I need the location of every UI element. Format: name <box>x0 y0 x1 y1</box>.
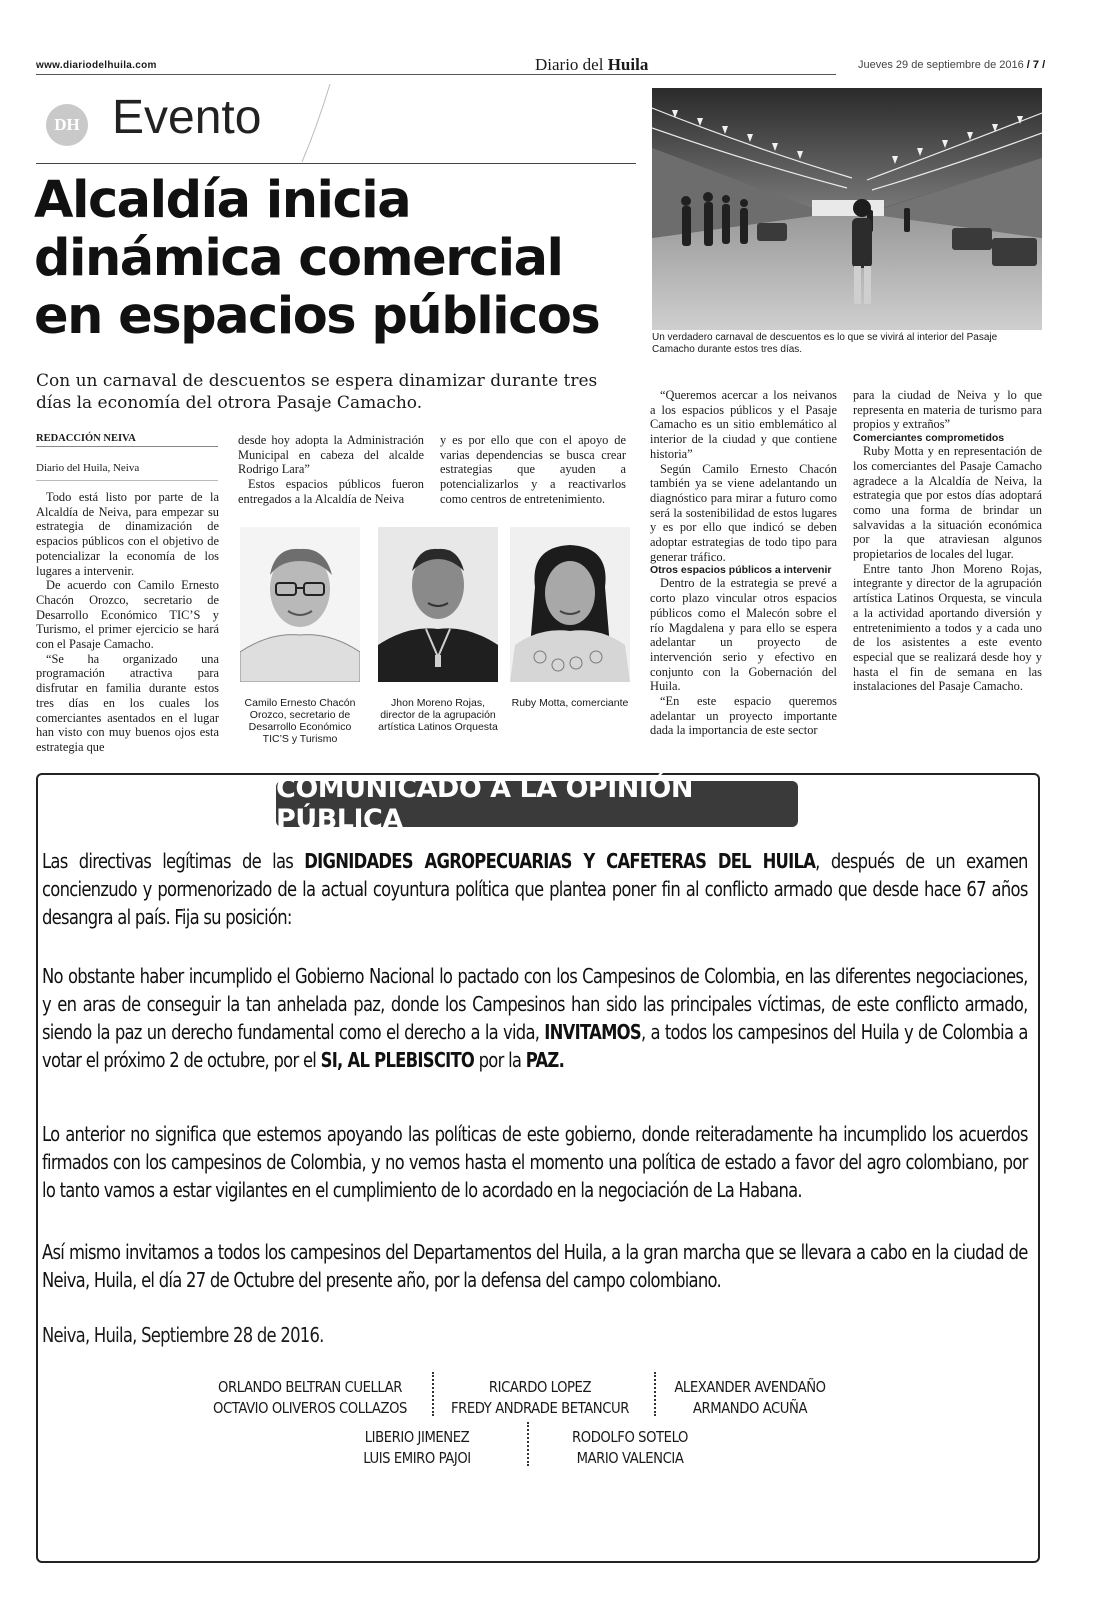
paragraph: “En este espacio queremos adelantar un proyecto importante dada la importancia de este sector <box>650 694 837 738</box>
signatory-name: FREDY ANDRADE BETANCUR <box>451 1399 629 1417</box>
paragraph: “Queremos acercar a los neivanos a los espacios públicos y el Pasaje Camacho es un sitio emblemático al interior de la ciudad y que contiene historia” <box>650 388 837 461</box>
article-deck: Con un carnaval de descuentos se espera dinamizar durante tres días la economía del otrora Pasaje Camacho. <box>36 371 598 413</box>
signatory-name: ALEXANDER AVENDAÑO <box>674 1378 826 1396</box>
text-span: , a todos los campesinos del Huila y de Colombia a votar el próximo 2 de octubre, por el <box>42 1020 1028 1072</box>
paragraph: desde hoy adopta la Administración Municipal en cabeza del alcalde Rodrigo Lara” <box>238 433 424 477</box>
paragraph: Todo está listo por parte de la Alcaldía de Neiva, para empezar su estrategia de dinamización de espacios públicos con el objetivo de potencializar la economía de los lugares a intervenir. <box>36 490 219 578</box>
bold-span: INVITAMOS <box>544 1020 641 1044</box>
section-title: Evento <box>112 91 262 144</box>
paragraph: para la ciudad de Neiva y lo que representa en materia de turismo para propios y extraños” <box>853 388 1042 432</box>
masthead <box>535 55 648 75</box>
signatory-group <box>658 1377 843 1419</box>
portrait-caption: Jhon Moreno Rojas, director de la agrupación artística Latinos Orquesta <box>378 697 498 733</box>
column-3 <box>440 433 626 507</box>
paragraph: De acuerdo con Camilo Ernesto Chacón Orozco, secretario de Desarrollo Económico TIC’S y Turismo, el primer ejercicio se hará con el Pasaje Camacho. <box>36 578 219 652</box>
subhead: Comerciantes comprometidos <box>853 432 1005 445</box>
dh-logo: DH <box>46 104 88 146</box>
signatory-name: LIBERIO JIMENEZ <box>364 1428 470 1446</box>
signature-divider <box>654 1372 656 1416</box>
bold-span: DIGNIDADES AGROPECUARIAS Y CAFETERAS DEL HUILA <box>304 849 816 873</box>
portrait-camilo-chacon <box>240 527 360 682</box>
paragraph: Estos espacios públicos fueron entregados a la Alcaldía de Neiva <box>238 477 424 506</box>
portrait-ruby-motta <box>510 527 630 682</box>
signatory-name: MARIO VALENCIA <box>576 1449 684 1467</box>
paragraph: Dentro de la estrategia se prevé a corto plazo vincular otros espacios públicos como el Malecón sobre el río Magdalena y para ello se espera adelantar un proyecto de intervención serio y efectivo en conjunto con la Gobernación del Huila. <box>650 576 837 694</box>
signatory-group <box>204 1377 415 1419</box>
column-4 <box>650 388 837 738</box>
paragraph: “Se ha organizado una programación atractiva para disfrutar en familia durante estos tres días en los cuales los comerciantes asentados en el lugar han visto con muy buenos ojos esta estrategia que <box>36 651 219 754</box>
paragraph: Según Camilo Ernesto Chacón también ya se viene adelantando un diagnóstico para mirar a futuro como será la sostenibilidad de estos lugares y es por ello que indicó se deben adoptar estrategias de todo tipo para generar tráfico. <box>650 461 837 564</box>
comunicado-paragraph-4: Así mismo invitamos a todos los campesinos del Departamentos del Huila, a la gran marcha que se llevara a cabo en la ciudad de Neiva, Huila, el día 27 de Octubre del presente año, por la defensa del campo colombiano. <box>42 1240 1028 1292</box>
comunicado-paragraph-3: Lo anterior no significa que estemos apoyando las políticas de este gobierno, donde reiteradamente ha incumplido los acuerdos firmados con los campesinos de Colombia, y no vemos hasta el momento una política de estado a favor del agro colombiano, por lo tanto vamos a estar vigilantes en el cumplimiento de lo acordado en la negociación de La Habana. <box>42 1122 1028 1202</box>
page-number: / 7 / <box>1026 59 1046 71</box>
section-rule <box>36 163 636 164</box>
portrait-caption: Camilo Ernesto Chacón Orozco, secretario de Desarrollo Económico TIC’S y Turismo <box>244 697 356 745</box>
headline: Alcaldía inicia dinámica comercial en espacios públicos <box>34 171 600 346</box>
portrait-caption: Ruby Motta, comerciante <box>511 697 629 709</box>
text-span: , después de un examen concienzudo y pormenorizado de la actual coyuntura política que plantea poner fin al conflicto armado que desde hace 67 años desangra al país. Fija su posición: <box>42 849 1028 929</box>
comunicado-date: Neiva, Huila, Septiembre 28 de 2016. <box>42 1323 324 1347</box>
signatory-group <box>325 1427 510 1469</box>
signature-divider <box>527 1422 529 1466</box>
column-1 <box>36 490 219 755</box>
main-photo-caption: Un verdadero carnaval de descuentos es lo que se vivirá al interior del Pasaje Camacho durante estos tres días. <box>652 332 998 355</box>
website-url: www.diariodelhuila.com <box>36 60 157 71</box>
subhead: Otros espacios públicos a intervenir <box>650 564 832 577</box>
signatory-name: OCTAVIO OLIVEROS COLLAZOS <box>213 1399 407 1417</box>
paragraph: Ruby Motta y en representación de los comerciantes del Pasaje Camacho agradece a la Alcaldía de Neiva, la estrategia que por estos días adoptará como una forma de brindar un salvavidas a la situación económica por la que atraviesan algunos propietarios de locales del lugar. <box>853 444 1042 562</box>
source-rule <box>36 480 218 481</box>
byline-rule <box>36 446 218 447</box>
signatory-name: RODOLFO SOTELO <box>572 1428 688 1446</box>
signatory-group <box>434 1377 645 1419</box>
bold-span: SI, AL PLEBISCITO <box>320 1048 475 1072</box>
signatory-name: ARMANDO ACUÑA <box>692 1399 808 1417</box>
comunicado-title: COMUNICADO A LA OPINIÓN PÚBLICA <box>276 781 798 827</box>
signatory-name: LUIS EMIRO PAJOI <box>363 1449 471 1467</box>
comunicado-paragraph-1 <box>42 847 1028 931</box>
byline: REDACCIÓN NEIVA <box>36 433 136 444</box>
date-text: Jueves 29 de septiembre de 2016 <box>858 59 1024 71</box>
main-photo <box>652 88 1042 330</box>
portrait-jhon-moreno <box>378 527 498 682</box>
signatory-name: RICARDO LOPEZ <box>488 1378 592 1396</box>
text-span: No obstante haber incumplido el Gobierno Nacional lo pactado con los Campesinos de Colombia, en las diferentes negociaciones, y en aras de conseguir la tan anhelada paz, donde los Campesinos han sido las principales víctimas, de este conflicto armado, siendo la paz un derecho fundamental como el derecho a la vida, <box>42 964 1028 1044</box>
paragraph: Entre tanto Jhon Moreno Rojas, integrante y director de la agrupación artística Latinos Orquesta, se vincula a la actividad aportando diversión y entretenimiento a todos y a cada uno de los asistentes a este evento especial que se realizará desde hoy y hasta el fin de semana en las instalaciones del Pasaje Camacho. <box>853 561 1042 694</box>
masthead-prefix: Diario del <box>535 55 604 74</box>
text-span: Las directivas legítimas de las <box>42 849 294 873</box>
signatory-name: ORLANDO BELTRAN CUELLAR <box>218 1378 402 1396</box>
header-rule <box>36 74 836 75</box>
byline-source: Diario del Huila, Neiva <box>36 462 140 474</box>
column-5 <box>853 388 1042 694</box>
column-2 <box>238 433 424 507</box>
issue-date <box>858 59 1045 71</box>
section-swoosh <box>300 84 334 164</box>
bold-span: PAZ. <box>525 1048 565 1072</box>
paragraph: y es por ello que con el apoyo de varias dependencias se busca crear estrategias que ayuden a potencializarlos y a reactivarlos como centros de entretenimiento. <box>440 433 626 506</box>
text-span: por la <box>478 1048 522 1072</box>
masthead-name: Huila <box>607 55 649 74</box>
signatory-group <box>538 1427 723 1469</box>
comunicado-paragraph-2 <box>42 962 1028 1074</box>
